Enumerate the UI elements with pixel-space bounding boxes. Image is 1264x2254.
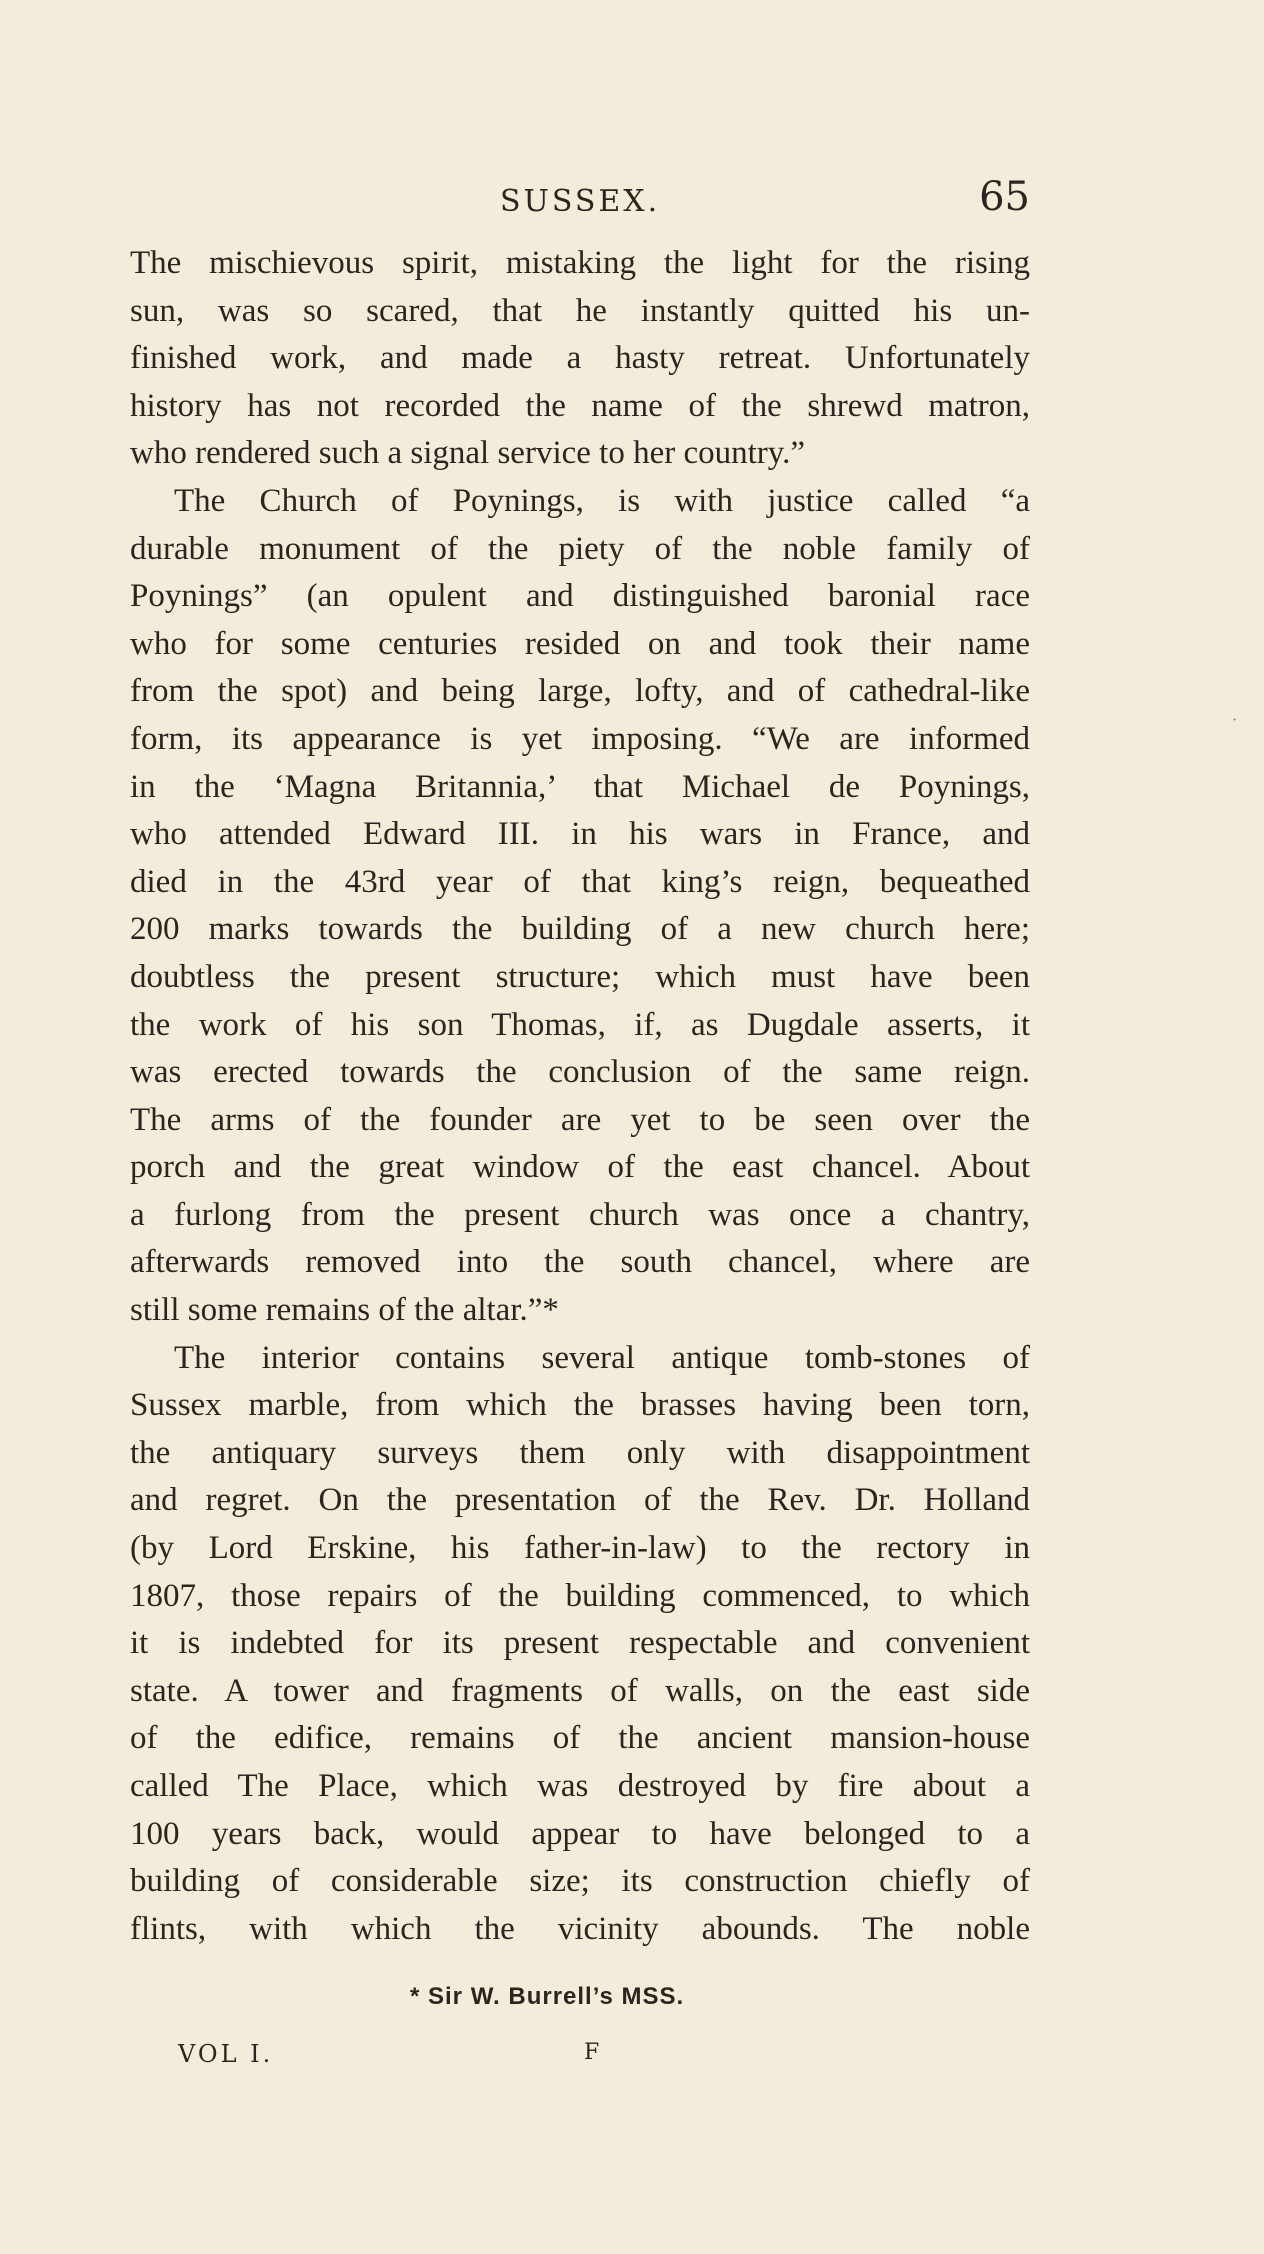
text-line: 200 marks towards the building of a new church here; — [130, 911, 1030, 948]
volume-signature: VOL I. — [178, 2040, 274, 2068]
text-line: was erected towards the conclusion of the same reign. — [130, 1054, 1030, 1091]
footnote: * Sir W. Burrell’s MSS. — [410, 1983, 685, 2010]
text-line: it is indebted for its present respectable and convenient — [130, 1625, 1030, 1662]
text-line: doubtless the present structure; which must have been — [130, 958, 1030, 995]
text-line: afterwards removed into the south chancel, where are — [130, 1244, 1030, 1281]
paragraph-start-line: The Church of Poynings, is with justice called “a — [174, 482, 1030, 519]
text-line: sun, was so scared, that he instantly quitted his un- — [130, 292, 1030, 329]
text-line: died in the 43rd year of that king’s reign, bequeathed — [130, 863, 1030, 900]
text-line: the antiquary surveys them only with disappointment — [130, 1434, 1030, 1471]
text-line: (by Lord Erskine, his father-in-law) to the rectory in — [130, 1530, 1030, 1567]
text-line: 1807, those repairs of the building commenced, to which — [130, 1577, 1030, 1614]
text-line: The arms of the founder are yet to be seen over the — [130, 1101, 1030, 1138]
text-line: durable monument of the piety of the noble family of — [130, 530, 1030, 567]
text-line: state. A tower and fragments of walls, on the east side — [130, 1672, 1030, 1709]
speck-mark: · — [1232, 710, 1238, 729]
text-line: Sussex marble, from which the brasses having been torn, — [130, 1387, 1030, 1424]
text-line: a furlong from the present church was once a chantry, — [130, 1196, 1030, 1233]
text-line: who rendered such a signal service to her country.” — [130, 435, 806, 472]
text-line: 100 years back, would appear to have belonged to a — [130, 1815, 1030, 1852]
body-text — [130, 240, 1030, 1953]
text-line: form, its appearance is yet imposing. “We are informed — [130, 720, 1030, 757]
text-line: who for some centuries resided on and took their name — [130, 625, 1030, 662]
text-line: building of considerable size; its construction chiefly of — [130, 1863, 1030, 1900]
text-line: of the edifice, remains of the ancient mansion-house — [130, 1720, 1030, 1757]
text-line: called The Place, which was destroyed by fire about a — [130, 1768, 1030, 1804]
text-line: the work of his son Thomas, if, as Dugdale asserts, it — [130, 1006, 1030, 1043]
text-line: who attended Edward III. in his wars in France, and — [130, 816, 1030, 853]
text-line: from the spot) and being large, lofty, and of cathedral-like — [130, 673, 1030, 710]
page-number: 65 — [979, 174, 1030, 220]
running-head: SUSSEX. — [500, 184, 661, 219]
text-line: still some remains of the altar.”* — [130, 1292, 559, 1329]
text-line: flints, with which the vicinity abounds. The noble — [130, 1910, 1030, 1947]
text-line: in the ‘Magna Britannia,’ that Michael de Poynings, — [130, 768, 1030, 805]
signature-mark: F — [584, 2040, 600, 2065]
page-header — [130, 166, 1030, 226]
text-line: finished work, and made a hasty retreat. Unfortunately — [130, 340, 1030, 377]
text-line: and regret. On the presentation of the Rev. Dr. Holland — [130, 1482, 1030, 1519]
paragraph-start-line: The interior contains several antique tomb-stones of — [174, 1339, 1030, 1376]
text-line: porch and the great window of the east chancel. About — [130, 1149, 1030, 1186]
text-line: Poynings” (an opulent and distinguished baronial race — [130, 578, 1030, 615]
text-line: The mischievous spirit, mistaking the light for the rising — [130, 245, 1030, 281]
text-line: history has not recorded the name of the shrewd matron, — [130, 387, 1030, 424]
